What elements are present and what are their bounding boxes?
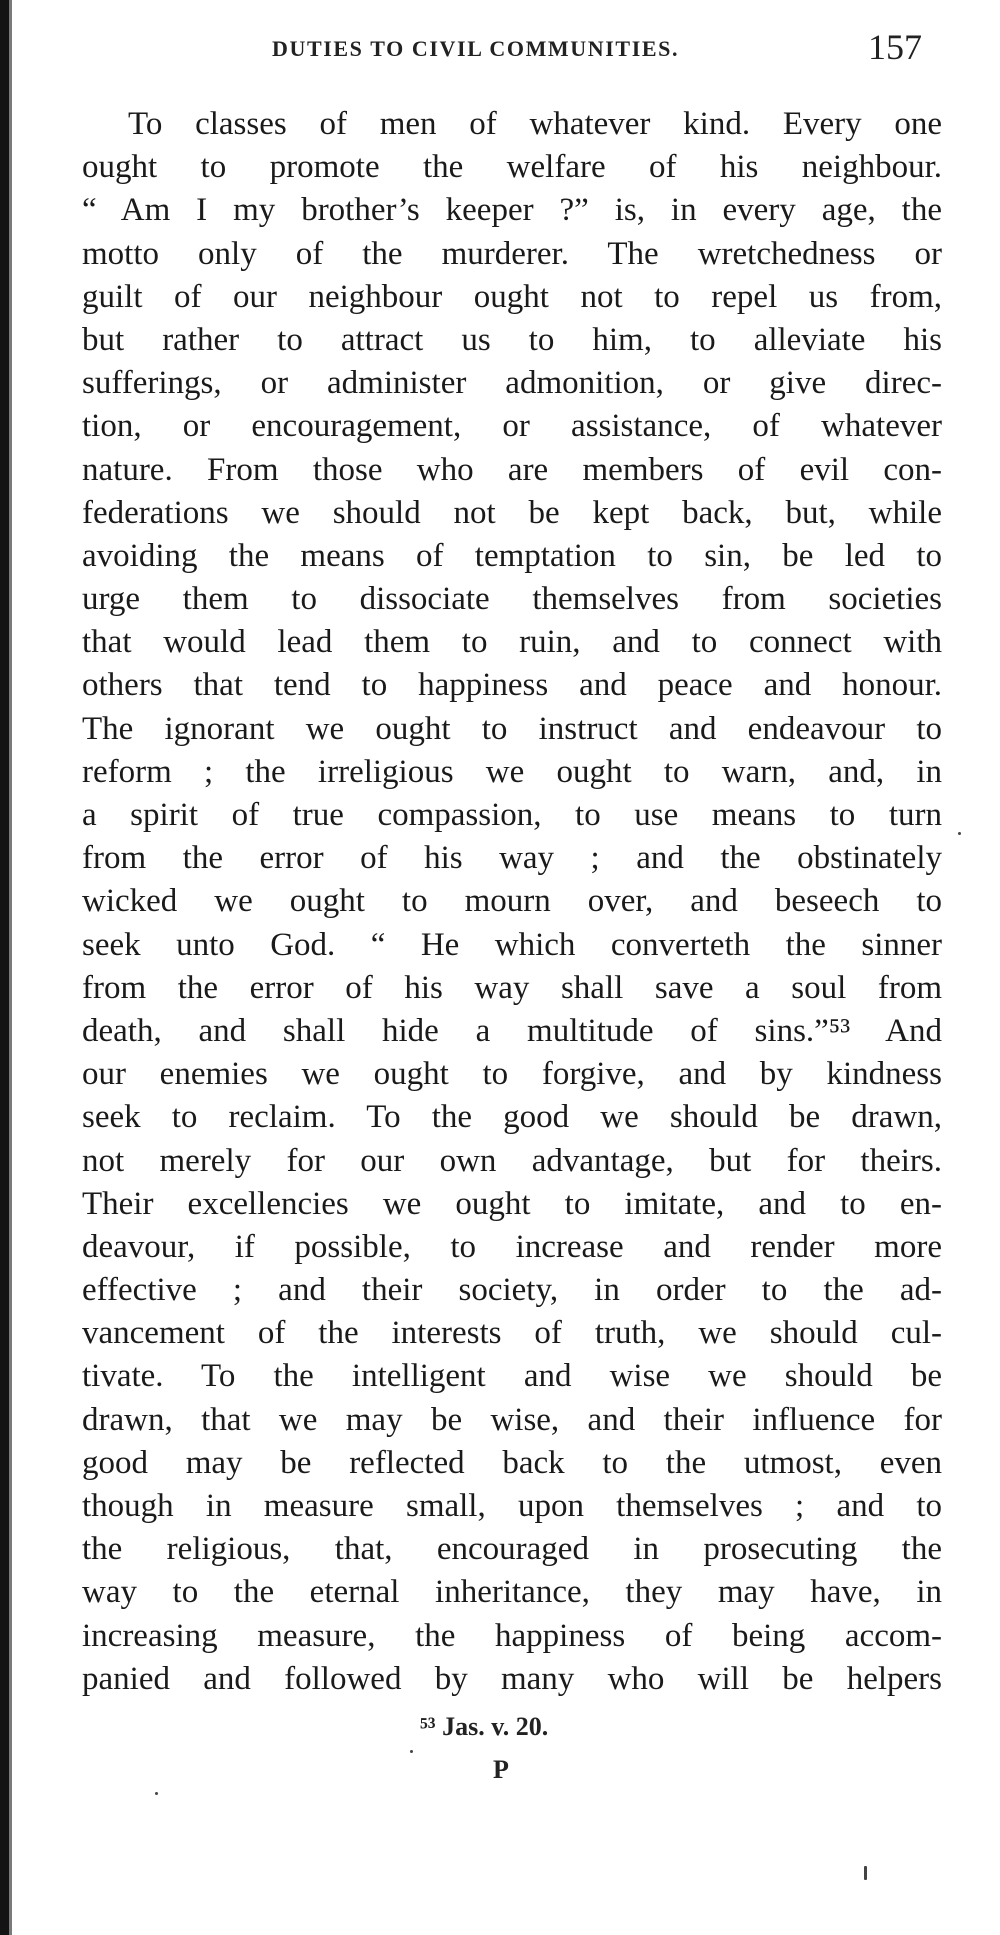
text-line: panied and followed by many who will be helpers	[82, 1660, 942, 1697]
text-line: guilt of our neighbour ought not to repel us from,	[82, 278, 942, 315]
text-line: from the error of his way ; and the obstinately	[82, 840, 942, 877]
text-line: the religious, that, encouraged in prosecuting the	[82, 1531, 942, 1568]
text-line: avoiding the means of temptation to sin, be led to	[82, 537, 942, 574]
text-line: others that tend to happiness and peace and honour.	[82, 667, 942, 704]
text-line: nature. From those who are members of evil con-	[82, 451, 942, 488]
text-line: increasing measure, the happiness of being accom-	[82, 1617, 942, 1654]
paper-speck	[958, 832, 961, 835]
text-line: federations we should not be kept back, but, while	[82, 494, 942, 531]
text-line: The ignorant we ought to instruct and endeavour to	[82, 710, 942, 747]
text-line: Their excellencies we ought to imitate, and to en-	[82, 1185, 942, 1222]
text-line: urge them to dissociate themselves from societies	[82, 581, 942, 618]
text-line: but rather to attract us to him, to alleviate his	[82, 321, 942, 358]
text-line: a spirit of true compassion, to use means to turn	[82, 797, 942, 833]
text-line: To classes of men of whatever kind. Every one	[128, 106, 942, 142]
text-line: drawn, that we may be wise, and their influence for	[82, 1401, 942, 1438]
text-line: way to the eternal inheritance, they may have, in	[82, 1574, 942, 1611]
text-line: ought to promote the welfare of his neighbour.	[82, 149, 942, 186]
page-binding-shadow	[9, 0, 12, 1935]
text-line: reform ; the irreligious we ought to warn, and, in	[82, 753, 942, 790]
text-line: vancement of the interests of truth, we should cul-	[82, 1315, 942, 1352]
text-line: good may be reflected back to the utmost, even	[82, 1444, 942, 1481]
page-number: 157	[868, 27, 922, 67]
text-line: our enemies we ought to forgive, and by kindness	[82, 1056, 942, 1093]
text-line: from the error of his way shall save a soul from	[82, 969, 942, 1006]
text-line: tion, or encouragement, or assistance, of whatever	[82, 408, 942, 445]
text-line: tivate. To the intelligent and wise we should be	[82, 1358, 942, 1395]
text-line: motto only of the murderer. The wretchedness or	[82, 235, 942, 272]
text-line: not merely for our own advantage, but for theirs.	[82, 1142, 942, 1179]
text-line: that would lead them to ruin, and to connect with	[82, 624, 942, 661]
text-line: effective ; and their society, in order to the ad-	[82, 1272, 942, 1309]
text-line: sufferings, or administer admonition, or give direc-	[82, 365, 942, 402]
text-line: seek to reclaim. To the good we should be drawn,	[82, 1099, 942, 1136]
body-text	[82, 103, 942, 1701]
signature-mark: P	[493, 1755, 509, 1784]
text-line: though in measure small, upon themselves ; and to	[82, 1488, 942, 1524]
paper-speck	[410, 1750, 413, 1753]
paper-speck	[864, 1866, 867, 1880]
text-line: death, and shall hide a multitude of sins.”⁵³ And	[82, 1012, 942, 1049]
text-line: wicked we ought to mourn over, and beseech to	[82, 883, 942, 920]
footnote: ⁵³ Jas. v. 20.	[420, 1712, 549, 1741]
text-line: deavour, if possible, to increase and render more	[82, 1228, 942, 1265]
running-head: DUTIES TO CIVIL COMMUNITIES.	[272, 36, 680, 61]
paper-speck	[155, 1792, 158, 1795]
text-line: seek unto God. “ He which converteth the sinner	[82, 926, 942, 963]
text-line: “ Am I my brother’s keeper ?” is, in every age, the	[82, 192, 942, 229]
page-binding-edge	[0, 0, 9, 1935]
